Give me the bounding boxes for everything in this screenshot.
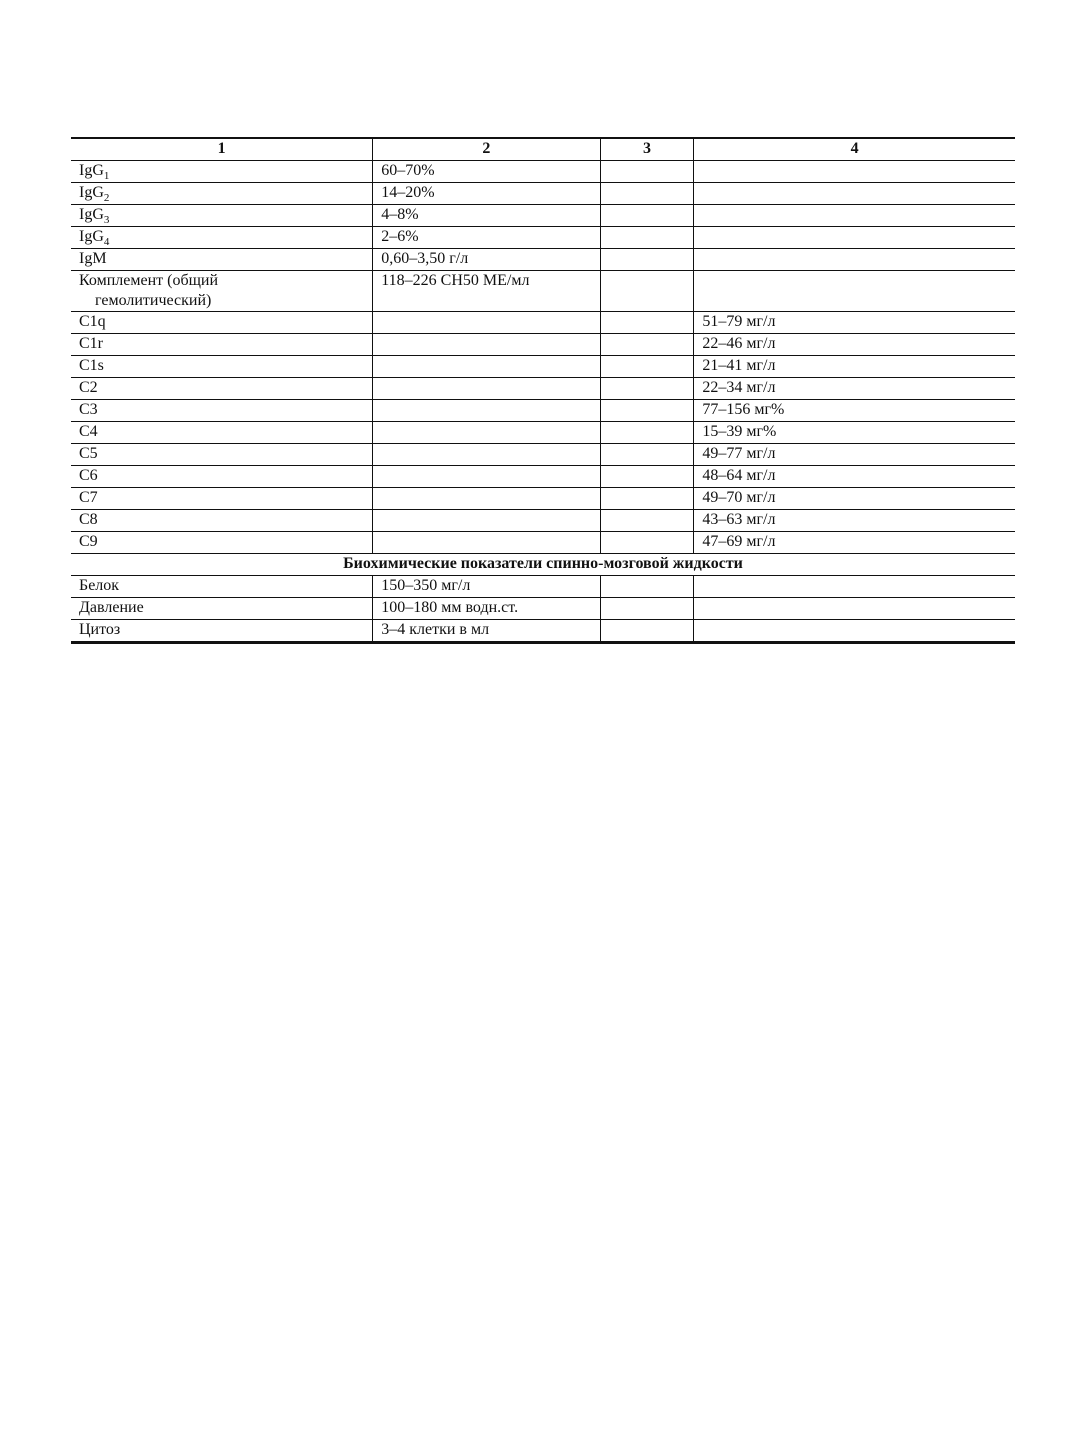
header-col-2: 2 <box>373 138 600 161</box>
c4-col2 <box>373 422 600 444</box>
table-row-igm <box>71 249 1015 271</box>
c2-name: C2 <box>71 378 373 400</box>
c3-name: C3 <box>71 400 373 422</box>
table-row-c7 <box>71 488 1015 510</box>
c1q-col3 <box>600 312 694 334</box>
c1s-col4: 21–41 мг/л <box>694 356 1015 378</box>
c5-name: C5 <box>71 444 373 466</box>
c9-col2 <box>373 532 600 554</box>
table-row-c8 <box>71 510 1015 532</box>
c1r-col4: 22–46 мг/л <box>694 334 1015 356</box>
table-row-complement <box>71 271 1015 312</box>
table-row-pressure <box>71 598 1015 620</box>
complement-col3 <box>600 271 694 312</box>
table-row-c1s <box>71 356 1015 378</box>
header-col-1: 1 <box>71 138 373 161</box>
igm-col2: 0,60–3,50 г/л <box>373 249 600 271</box>
c3-col3 <box>600 400 694 422</box>
c5-col4: 49–77 мг/л <box>694 444 1015 466</box>
c4-col3 <box>600 422 694 444</box>
igg3-col4 <box>694 205 1015 227</box>
igg3-col3 <box>600 205 694 227</box>
c7-col3 <box>600 488 694 510</box>
table-row-c1q <box>71 312 1015 334</box>
header-col-4: 4 <box>694 138 1015 161</box>
c1r-name: C1r <box>71 334 373 356</box>
c1s-col3 <box>600 356 694 378</box>
pressure-col2: 100–180 мм водн.ст. <box>373 598 600 620</box>
table-row-c6 <box>71 466 1015 488</box>
header-row <box>71 138 1015 161</box>
igg2-col2: 14–20% <box>373 183 600 205</box>
c2-col2 <box>373 378 600 400</box>
table-row-igg4 <box>71 227 1015 249</box>
header-col-3: 3 <box>600 138 694 161</box>
igg1-col3 <box>600 161 694 183</box>
protein-name: Белок <box>71 576 373 598</box>
igm-col4 <box>694 249 1015 271</box>
c5-col2 <box>373 444 600 466</box>
igg1-col2: 60–70% <box>373 161 600 183</box>
table-row-c4 <box>71 422 1015 444</box>
cytosis-col4 <box>694 620 1015 643</box>
c2-col3 <box>600 378 694 400</box>
cytosis-name: Цитоз <box>71 620 373 643</box>
protein-col3 <box>600 576 694 598</box>
igg2-name: IgG$_2$ <box>71 183 373 205</box>
c9-name: C9 <box>71 532 373 554</box>
c7-name: C7 <box>71 488 373 510</box>
c7-col4: 49–70 мг/л <box>694 488 1015 510</box>
table-row-cytosis <box>71 620 1015 643</box>
protein-col4 <box>694 576 1015 598</box>
c4-col4: 15–39 мг% <box>694 422 1015 444</box>
c8-name: C8 <box>71 510 373 532</box>
complement-name <box>71 271 373 312</box>
table-row-igg2 <box>71 183 1015 205</box>
table-row-c1r <box>71 334 1015 356</box>
complement-name-line2: гемолитический) <box>95 292 212 309</box>
c6-col3 <box>600 466 694 488</box>
pressure-name: Давление <box>71 598 373 620</box>
c4-name: C4 <box>71 422 373 444</box>
c5-col3 <box>600 444 694 466</box>
table-row-c2 <box>71 378 1015 400</box>
c7-col2 <box>373 488 600 510</box>
complement-name-line1: Комплемент (общий <box>79 272 219 289</box>
igg4-col3 <box>600 227 694 249</box>
c8-col3 <box>600 510 694 532</box>
c6-col4: 48–64 мг/л <box>694 466 1015 488</box>
c9-col4: 47–69 мг/л <box>694 532 1015 554</box>
c8-col2 <box>373 510 600 532</box>
c1q-col2 <box>373 312 600 334</box>
c3-col2 <box>373 400 600 422</box>
section-title: Биохимические показатели спинно-мозговой жидкости <box>71 554 1015 576</box>
c3-col4: 77–156 мг% <box>694 400 1015 422</box>
c1q-name: C1q <box>71 312 373 334</box>
c6-name: C6 <box>71 466 373 488</box>
c6-col2 <box>373 466 600 488</box>
pressure-col4 <box>694 598 1015 620</box>
c1s-col2 <box>373 356 600 378</box>
igm-name: IgM <box>71 249 373 271</box>
c2-col4: 22–34 мг/л <box>694 378 1015 400</box>
igg3-name: IgG$_3$ <box>71 205 373 227</box>
table-row-protein <box>71 576 1015 598</box>
table-row-igg1 <box>71 161 1015 183</box>
table-row-c9 <box>71 532 1015 554</box>
section-row <box>71 554 1015 576</box>
c1r-col3 <box>600 334 694 356</box>
igg4-col4 <box>694 227 1015 249</box>
c9-col3 <box>600 532 694 554</box>
igg1-name: IgG$_1$ <box>71 161 373 183</box>
igg3-col2: 4–8% <box>373 205 600 227</box>
complement-col4 <box>694 271 1015 312</box>
c1s-name: C1s <box>71 356 373 378</box>
c1q-col4: 51–79 мг/л <box>694 312 1015 334</box>
reference-values-table <box>71 137 1015 644</box>
igg4-name: IgG$_4$ <box>71 227 373 249</box>
c8-col4: 43–63 мг/л <box>694 510 1015 532</box>
igm-col3 <box>600 249 694 271</box>
cytosis-col2: 3–4 клетки в мл <box>373 620 600 643</box>
igg2-col3 <box>600 183 694 205</box>
igg2-col4 <box>694 183 1015 205</box>
complement-col2: 118–226 CH50 МЕ/мл <box>373 271 600 312</box>
c1r-col2 <box>373 334 600 356</box>
protein-col2: 150–350 мг/л <box>373 576 600 598</box>
table-row-c5 <box>71 444 1015 466</box>
table-row-c3 <box>71 400 1015 422</box>
igg4-col2: 2–6% <box>373 227 600 249</box>
cytosis-col3 <box>600 620 694 643</box>
igg1-col4 <box>694 161 1015 183</box>
table-row-igg3 <box>71 205 1015 227</box>
pressure-col3 <box>600 598 694 620</box>
